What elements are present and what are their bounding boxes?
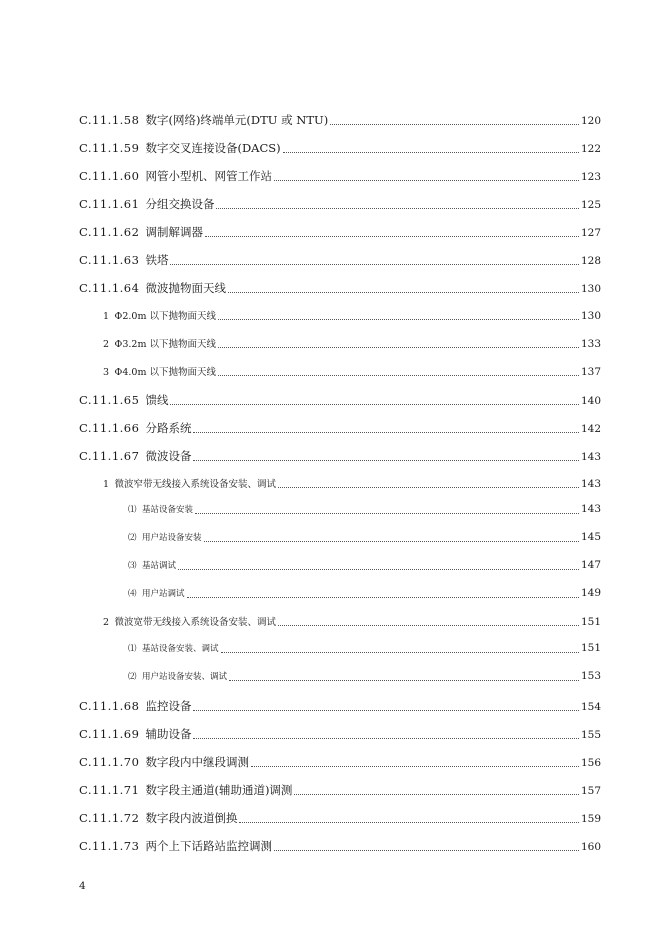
toc-entry[interactable]: [0, 642, 662, 654]
toc-entry-page: 153: [580, 670, 601, 682]
toc-entry-page: 160: [580, 841, 601, 853]
toc-entry-title: [0, 726, 191, 742]
dot-leader: [195, 512, 579, 514]
toc-entry-page: 154: [580, 701, 601, 713]
toc-entry-title: [0, 252, 168, 268]
toc-entry-number: C.11.1.63: [79, 253, 140, 267]
toc-entry-title: [0, 670, 227, 682]
toc-entry-number: C.11.1.69: [79, 727, 140, 741]
toc-entry-number: ⑴: [128, 505, 138, 515]
toc-entry-number: 2: [103, 617, 110, 628]
toc-entry-text: 辅助设备: [145, 727, 192, 741]
toc-entry-text: 数字段内中继段调测: [145, 755, 249, 769]
toc-entry-title: [0, 810, 237, 826]
dot-leader: [178, 568, 579, 570]
toc-entry-page: 130: [580, 310, 601, 322]
toc-entry-page: 137: [580, 366, 601, 378]
toc-entry-number: 1: [103, 479, 110, 490]
dot-leader: [170, 263, 579, 265]
toc-entry[interactable]: [0, 559, 662, 571]
dot-leader: [218, 374, 579, 376]
dot-leader: [193, 431, 579, 433]
toc-entry-page: 156: [580, 757, 601, 769]
toc-entry-title: [0, 503, 193, 515]
toc-entry-page: 142: [580, 423, 601, 435]
toc-entry-page: 151: [580, 616, 601, 628]
dot-leader: [330, 123, 579, 125]
toc-entry-page: 127: [580, 227, 601, 239]
toc-entry-title: [0, 698, 191, 714]
dot-leader: [216, 207, 579, 209]
toc-entry-page: 128: [580, 255, 601, 267]
toc-entry-title: [0, 754, 249, 770]
dot-leader: [170, 403, 579, 405]
dot-leader: [278, 486, 579, 488]
page-number: 4: [79, 880, 86, 892]
dot-leader: [274, 849, 579, 851]
toc-entry-title: [0, 587, 185, 599]
toc-entry-title: [0, 280, 226, 296]
toc-entry[interactable]: [0, 168, 662, 184]
dot-leader: [228, 291, 579, 293]
dot-leader: [193, 459, 579, 461]
toc-entry-page: 147: [580, 559, 601, 571]
toc-entry-page: 120: [580, 115, 601, 127]
toc-entry-title: [0, 476, 276, 490]
toc-entry-title: [0, 559, 176, 571]
toc-entry-text: 数字段主通道(辅助通道)调测: [145, 783, 293, 797]
toc-entry-number: C.11.1.58: [79, 113, 140, 127]
dot-leader: [218, 346, 579, 348]
toc-entry-text: 网管小型机、网管工作站: [145, 169, 272, 183]
dot-leader: [218, 318, 579, 320]
dot-leader: [278, 624, 579, 626]
toc-entry-number: 1: [103, 311, 110, 322]
toc-entry-text: 基站设备安装: [142, 505, 194, 515]
toc-entry-page: 122: [580, 143, 601, 155]
toc-entry[interactable]: [0, 698, 662, 714]
toc-entry-page: 149: [580, 587, 601, 599]
dot-leader: [221, 651, 579, 653]
toc-entry[interactable]: [0, 531, 662, 543]
toc-entry-title: [0, 782, 292, 798]
toc-entry-number: C.11.1.70: [79, 755, 140, 769]
toc-entry-page: 145: [580, 531, 601, 543]
toc-entry-text: 微波窄带无线接入系统设备安装、调试: [114, 479, 277, 490]
toc-entry[interactable]: [0, 810, 662, 826]
toc-entry-title: [0, 196, 214, 212]
toc-entry-number: C.11.1.61: [79, 197, 140, 211]
toc-entry-page: 155: [580, 729, 601, 741]
toc-entry-text: 用户站调试: [142, 589, 185, 599]
dot-leader: [193, 737, 579, 739]
toc-entry-page: 157: [580, 785, 601, 797]
toc-entry-page: 123: [580, 171, 601, 183]
toc-entry-number: ⑶: [128, 561, 138, 571]
toc-entry-text: 两个上下话路站监控调测: [145, 839, 272, 853]
toc-entry-title: [0, 168, 272, 184]
toc-entry-text: 铁塔: [145, 253, 169, 267]
toc-entry-number: C.11.1.67: [79, 449, 140, 463]
toc-entry-title: [0, 420, 191, 436]
toc-entry[interactable]: [0, 392, 662, 408]
toc-entry-page: 143: [580, 451, 601, 463]
dot-leader: [193, 709, 579, 711]
toc-entry-page: 151: [580, 642, 601, 654]
toc-entry[interactable]: [0, 224, 662, 240]
toc-entry-text: 微波抛物面天线: [145, 281, 226, 295]
toc-entry-number: C.11.1.64: [79, 281, 140, 295]
dot-leader: [204, 540, 579, 542]
toc-entry-number: C.11.1.59: [79, 141, 140, 155]
toc-entry-text: 基站调试: [142, 561, 177, 571]
toc-entry-text: 用户站设备安装: [142, 533, 202, 543]
toc-entry-text: 用户站设备安装、调试: [142, 672, 228, 682]
toc-entry-text: 分组交换设备: [145, 197, 215, 211]
toc-entry[interactable]: [0, 112, 662, 128]
toc-entry[interactable]: [0, 503, 662, 515]
toc-entry-number: ⑷: [128, 589, 138, 599]
toc-entry[interactable]: [0, 140, 662, 156]
toc-entry-page: 125: [580, 199, 601, 211]
toc-entry-title: [0, 364, 216, 378]
dot-leader: [187, 596, 579, 598]
toc-entry[interactable]: [0, 476, 662, 490]
toc-entry[interactable]: [0, 754, 662, 770]
toc-entry[interactable]: [0, 838, 662, 854]
toc-entry-title: [0, 336, 216, 350]
toc-entry-text: 数字(网络)终端单元(DTU 或 NTU): [145, 113, 329, 127]
toc-entry[interactable]: [0, 196, 662, 212]
dot-leader: [274, 179, 579, 181]
toc-entry-title: [0, 224, 203, 240]
toc-entry-text: 监控设备: [145, 699, 192, 713]
toc-entry-text: Φ3.2m 以下抛物面天线: [114, 339, 216, 350]
toc-entry-number: C.11.1.73: [79, 839, 140, 853]
toc-entry-text: Φ2.0m 以下抛物面天线: [114, 311, 216, 322]
toc-entry[interactable]: [0, 782, 662, 798]
toc-entry-page: 130: [580, 283, 601, 295]
toc-entry-number: 3: [103, 367, 110, 378]
toc-entry-number: C.11.1.66: [79, 421, 140, 435]
toc-entry-text: 数字段内波道倒换: [145, 811, 238, 825]
toc-entry-title: [0, 140, 281, 156]
toc-entry-text: 馈线: [145, 393, 169, 407]
toc-entry-title: [0, 392, 168, 408]
toc-entry-number: C.11.1.72: [79, 811, 140, 825]
toc-entry-page: 143: [580, 503, 601, 515]
toc-entry-title: [0, 448, 191, 464]
toc-entry-title: [0, 838, 272, 854]
toc-entry-number: 2: [103, 339, 110, 350]
toc-entry-text: Φ4.0m 以下抛物面天线: [114, 367, 216, 378]
toc-entry-text: 调制解调器: [145, 225, 203, 239]
toc-entry-title: [0, 642, 219, 654]
toc-entry[interactable]: [0, 726, 662, 742]
toc-entry[interactable]: [0, 614, 662, 628]
toc-entry-title: [0, 112, 328, 128]
toc-entry-text: 分路系统: [145, 421, 192, 435]
toc-entry-number: ⑵: [128, 672, 138, 682]
toc-entry-text: 微波设备: [145, 449, 192, 463]
toc-entry-title: [0, 531, 202, 543]
toc-entry-number: C.11.1.60: [79, 169, 140, 183]
toc-entry-number: C.11.1.62: [79, 225, 140, 239]
toc-entry-title: [0, 614, 276, 628]
toc-entry[interactable]: [0, 252, 662, 268]
toc-entry-text: 数字交叉连接设备(DACS): [145, 141, 281, 155]
toc-entry[interactable]: [0, 587, 662, 599]
toc-entry-number: ⑵: [128, 533, 138, 543]
toc-entry-text: 基站设备安装、调试: [142, 644, 219, 654]
toc-entry-page: 133: [580, 338, 601, 350]
dot-leader: [294, 793, 579, 795]
dot-leader: [251, 765, 579, 767]
toc-entry[interactable]: [0, 364, 662, 378]
toc-entry[interactable]: [0, 448, 662, 464]
toc-entry-number: C.11.1.68: [79, 699, 140, 713]
dot-leader: [229, 679, 579, 681]
toc-entry[interactable]: [0, 280, 662, 296]
toc-entry-text: 微波宽带无线接入系统设备安装、调试: [114, 617, 277, 628]
dot-leader: [239, 821, 579, 823]
toc-entry[interactable]: [0, 308, 662, 322]
toc-entry-page: 140: [580, 395, 601, 407]
dot-leader: [205, 235, 579, 237]
toc-entry-number: C.11.1.65: [79, 393, 140, 407]
toc-entry[interactable]: [0, 670, 662, 682]
toc-entry-page: 159: [580, 813, 601, 825]
toc-entry-number: C.11.1.71: [79, 783, 140, 797]
toc-entry-page: 143: [580, 478, 601, 490]
toc-entry-title: [0, 308, 216, 322]
toc-entry[interactable]: [0, 420, 662, 436]
toc-entry[interactable]: [0, 336, 662, 350]
dot-leader: [283, 151, 579, 153]
toc-entry-number: ⑴: [128, 644, 138, 654]
